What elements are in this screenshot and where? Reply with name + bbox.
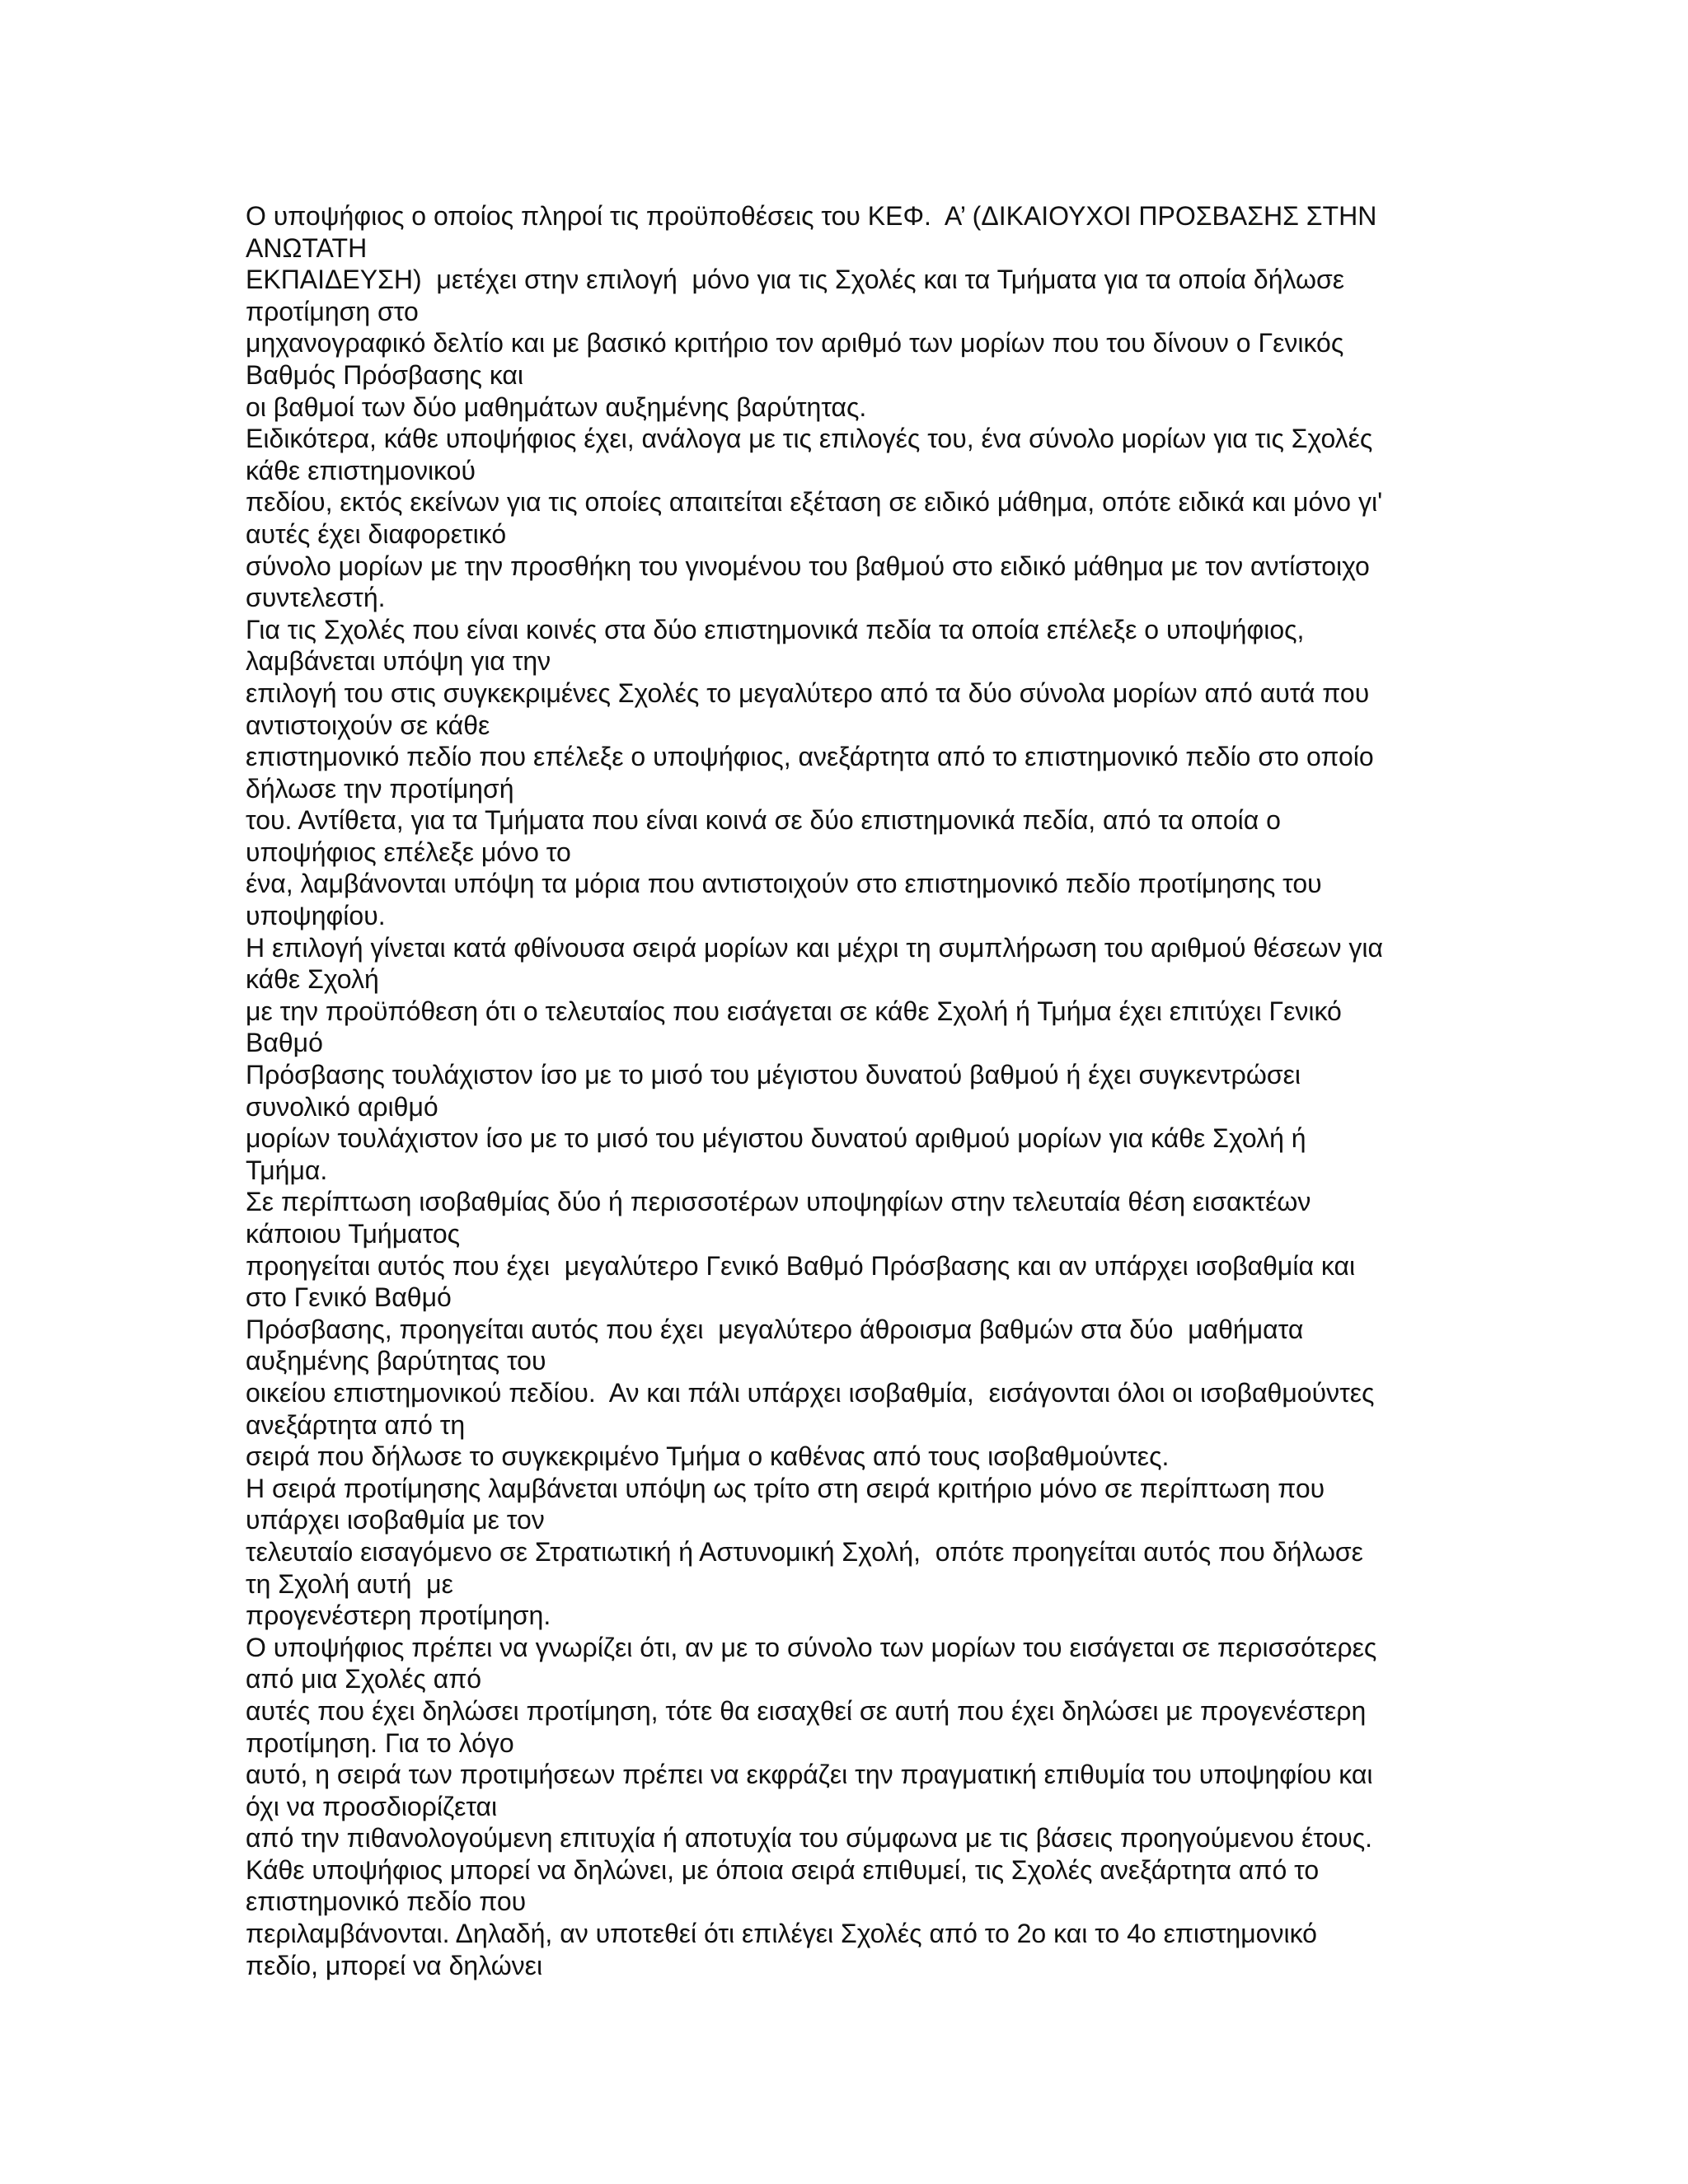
text-line: κάποιου Τμήματος	[246, 1219, 461, 1249]
text-line: τελευταίο εισαγόμενο σε Στρατιωτική ή Αστυνομική Σχολή, οπότε προηγείται αυτός που δήλωσε	[246, 1536, 1363, 1567]
text-line: συντελεστή.	[246, 583, 386, 613]
text-line: από μια Σχολές από	[246, 1664, 482, 1694]
text-line: δήλωσε την προτίμησή	[246, 773, 514, 804]
text-line: Σε περίπτωση ισοβαθμίας δύο ή περισσοτέρων υποψηφίων στην τελευταία θέση εισακτέων	[246, 1187, 1311, 1217]
text-line: κάθε επιστημονικού	[246, 455, 476, 485]
text-line: Κάθε υποψήφιος μπορεί να δηλώνει, με όποια σειρά επιθυμεί, τις Σχολές ανεξάρτητα από το	[246, 1854, 1320, 1885]
text-line: Πρόσβασης τουλάχιστον ίσο με το μισό του μέγιστου δυνατού βαθμού ή έχει συγκεντρώσει	[246, 1060, 1301, 1090]
text-line: αντιστοιχούν σε κάθε	[246, 710, 490, 740]
text-line: πεδίου, εκτός εκείνων για τις οποίες απαιτείται εξέταση σε ειδικό μάθημα, οπότε ειδικά και μόνο γι'	[246, 487, 1383, 518]
text-line: κάθε Σχολή	[246, 964, 379, 995]
text-line: υπάρχει ισοβαθμία με τον	[246, 1505, 545, 1535]
text-line: πεδίο, μπορεί να δηλώνει	[246, 1950, 543, 1980]
text-line: υποψηφίου.	[246, 901, 386, 931]
text-line: Ο υποψήφιος πρέπει να γνωρίζει ότι, αν με το σύνολο των μορίων του εισάγεται σε περισσότερες	[246, 1632, 1377, 1662]
text-line: ΑΝΩΤΑΤΗ	[246, 232, 368, 263]
text-line: Ειδικότερα, κάθε υποψήφιος έχει, ανάλογα με τις επιλογές του, ένα σύνολο μορίων για τις Σχολές	[246, 424, 1373, 454]
document-body	[246, 200, 1457, 1981]
text-line: ένα, λαμβάνονται υπόψη τα μόρια που αντιστοιχούν στο επιστημονικό πεδίο προτίμησης του	[246, 869, 1322, 899]
text-line: στο Γενικό Βαθμό	[246, 1282, 452, 1313]
text-line: αυτές που έχει δηλώσει προτίμηση, τότε θα εισαχθεί σε αυτή που έχει δηλώσει με προγενέστερη	[246, 1695, 1367, 1726]
text-line: περιλαμβάνονται. Δηλαδή, αν υποτεθεί ότι επιλέγει Σχολές από το 2ο και το 4ο επιστημονικό	[246, 1919, 1317, 1949]
text-line: του. Αντίθετα, για τα Τμήματα που είναι κοινά σε δύο επιστημονικά πεδία, από τα οποία ο	[246, 805, 1281, 836]
text-line: οι βαθμοί των δύο μαθημάτων αυξημένης βαρύτητας.	[246, 391, 867, 422]
text-line: από την πιθανολογούμενη επιτυχία ή αποτυχία του σύμφωνα με τις βάσεις προηγούμενου έτους.	[246, 1823, 1373, 1854]
text-line: επιλογή του στις συγκεκριμένες Σχολές το μεγαλύτερο από τα δύο σύνολα μορίων από αυτά που	[246, 677, 1370, 708]
text-line: λαμβάνεται υπόψη για την	[246, 646, 551, 677]
text-line: συνολικό αριθμό	[246, 1091, 438, 1122]
text-line: προηγείται αυτός που έχει μεγαλύτερο Γενικό Βαθμό Πρόσβασης και αν υπάρχει ισοβαθμία και	[246, 1250, 1356, 1281]
text-line: προτίμηση στο	[246, 296, 419, 326]
text-line: Η επιλογή γίνεται κατά φθίνουσα σειρά μορίων και μέχρι τη συμπλήρωση του αριθμού θέσεων για	[246, 932, 1383, 963]
text-line: προτίμηση. Για το λόγο	[246, 1727, 514, 1758]
text-line: τη Σχολή αυτή με	[246, 1568, 453, 1599]
text-line: Πρόσβασης, προηγείται αυτός που έχει μεγαλύτερο άθροισμα βαθμών στα δύο μαθήματα	[246, 1314, 1304, 1344]
text-line: υποψήφιος επέλεξε μόνο το	[246, 837, 571, 867]
text-line: ΕΚΠΑΙΔΕΥΣΗ) μετέχει στην επιλογή μόνο για τις Σχολές και τα Τμήματα για τα οποία δήλωσε	[246, 265, 1345, 295]
text-line: Βαθμός Πρόσβασης και	[246, 359, 524, 390]
text-line: επιστημονικό πεδίο που επέλεξε ο υποψήφιος, ανεξάρτητα από το επιστημονικό πεδίο στο οποίο	[246, 742, 1374, 772]
text-line: όχι να προσδιορίζεται	[246, 1791, 498, 1821]
text-line: ανεξάρτητα από τη	[246, 1409, 466, 1440]
text-line: Η σειρά προτίμησης λαμβάνεται υπόψη ως τρίτο στη σειρά κριτήριο μόνο σε περίπτωση που	[246, 1473, 1325, 1503]
text-line: αυτές έχει διαφορετικό	[246, 518, 507, 549]
text-line: Για τις Σχολές που είναι κοινές στα δύο επιστημονικά πεδία τα οποία επέλεξε ο υποψήφιος,	[246, 614, 1305, 644]
text-line: Ο υποψήφιος ο οποίος πληροί τις προϋποθέσεις του ΚΕΦ. Α’ (ΔΙΚΑΙΟΥΧΟΙ ΠΡΟΣΒΑΣΗΣ ΣΤΗΝ	[246, 201, 1377, 231]
text-line: σειρά που δήλωσε το συγκεκριμένο Τμήμα ο καθένας από τους ισοβαθμούντες.	[246, 1441, 1170, 1472]
text-line: μηχανογραφικό δελτίο και με βασικό κριτήριο τον αριθμό των μορίων που του δίνουν ο Γενικός	[246, 328, 1344, 359]
text-line: με την προϋπόθεση ότι ο τελευταίος που εισάγεται σε κάθε Σχολή ή Τμήμα έχει επιτύχει Γενικό	[246, 996, 1342, 1026]
text-line: αυξημένης βαρύτητας του	[246, 1346, 546, 1376]
text-line: σύνολο μορίων με την προσθήκη του γινομένου του βαθμού στο ειδικό μάθημα με τον αντίστοιχο	[246, 551, 1370, 581]
text-line: Βαθμό	[246, 1028, 323, 1058]
text-line: επιστημονικό πεδίο που	[246, 1886, 527, 1917]
text-line: μορίων τουλάχιστον ίσο με το μισό του μέγιστου δυνατού αριθμού μορίων για κάθε Σχολή ή	[246, 1123, 1306, 1154]
text-line: προγενέστερη προτίμηση.	[246, 1601, 551, 1631]
text-line: Τμήμα.	[246, 1155, 328, 1185]
text-line: οικείου επιστημονικού πεδίου. Αν και πάλι υπάρχει ισοβαθμία, εισάγονται όλοι οι ισοβαθμούντες	[246, 1377, 1375, 1408]
text-line: αυτό, η σειρά των προτιμήσεων πρέπει να εκφράζει την πραγματική επιθυμία του υποψηφίου και	[246, 1760, 1373, 1790]
